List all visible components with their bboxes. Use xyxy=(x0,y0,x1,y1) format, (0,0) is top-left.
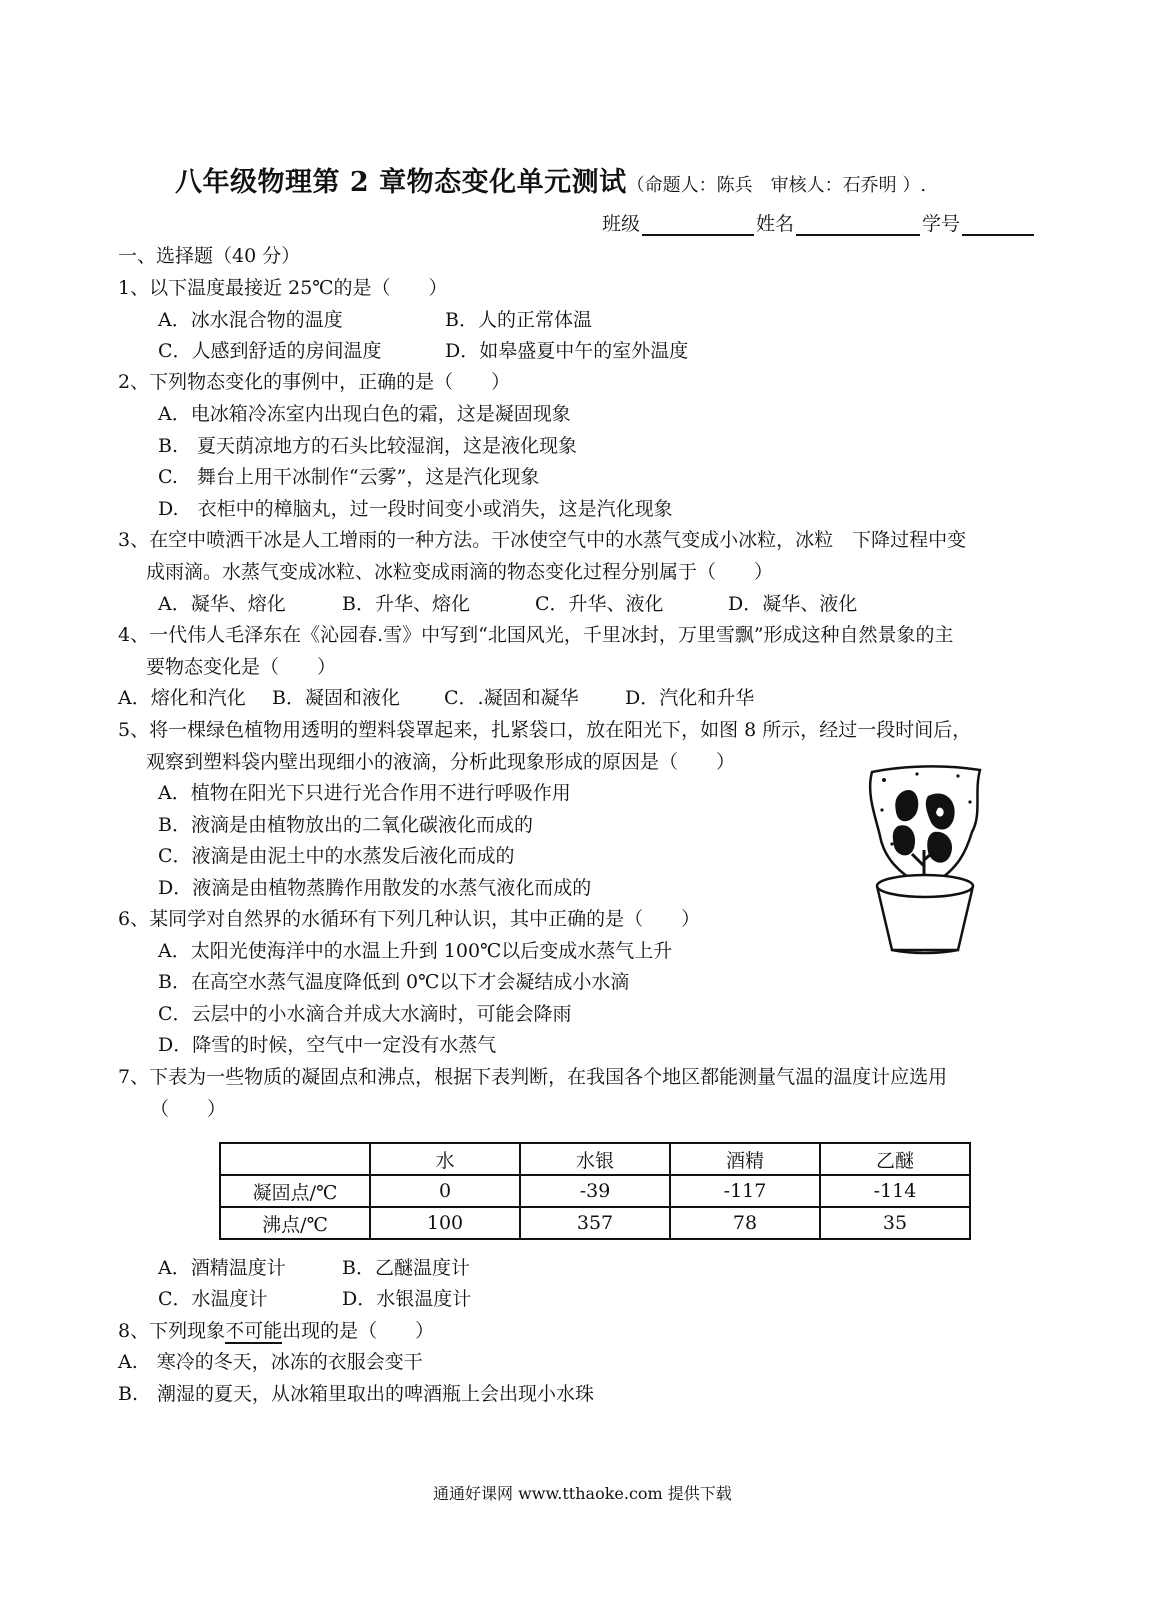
page-footer: 通通好课网 www.tthaoke.com 提供下载 xyxy=(433,1484,732,1503)
q7-option-b: B．乙醚温度计 xyxy=(342,1257,470,1279)
q6-option-b: B．在高空水蒸气温度降低到 0℃以下才会凝结成小水滴 xyxy=(158,971,630,993)
q5-option-c: C．液滴是由泥土中的水蒸发后液化而成的 xyxy=(158,845,515,867)
q5-option-a: A．植物在阳光下只进行光合作用不进行呼吸作用 xyxy=(158,782,571,804)
q5-stem-line1: 5、将一棵绿色植物用透明的塑料袋罩起来，扎紧袋口，放在阳光下，如图 8 所示，经过一段时间后， xyxy=(118,719,972,741)
table-cell: 357 xyxy=(520,1207,670,1239)
table-cell: 100 xyxy=(370,1207,520,1239)
q7-stem-line2: （ ） xyxy=(150,1098,227,1120)
q3-stem-line1: 3、在空中喷洒干冰是人工增雨的一种方法。干冰使空气中的水蒸气变成小冰粒，冰粒 下降过程中变 xyxy=(118,529,967,551)
q2-option-d: D. 衣柜中的樟脑丸，过一段时间变小或消失，这是汽化现象 xyxy=(158,498,673,520)
q8-stem xyxy=(118,1319,434,1343)
table-row xyxy=(220,1207,970,1239)
class-blank[interactable] xyxy=(642,216,754,236)
table-header-cell: 水 xyxy=(370,1143,520,1175)
table-cell: 78 xyxy=(670,1207,820,1239)
q5-stem-line2: 观察到塑料袋内壁出现细小的液滴，分析此现象形成的原因是（ ） xyxy=(146,751,736,773)
title-text: 八年级物理第 2 章物态变化单元测试 xyxy=(175,167,627,198)
q2-option-b: B. 夏天荫凉地方的石头比较湿润，这是液化现象 xyxy=(158,435,578,457)
q3-option-c: C．升华、液化 xyxy=(535,593,664,615)
q8-option-a: A. 寒冷的冬天，冰冻的衣服会变干 xyxy=(118,1351,423,1373)
table-cell: -39 xyxy=(520,1175,670,1207)
q7-stem-line1: 7、下表为一些物质的凝固点和沸点，根据下表判断，在我国各个地区都能测量气温的温度计应选用 xyxy=(118,1066,948,1088)
id-label: 学号 xyxy=(922,213,961,235)
q6-option-a: A．太阳光使海洋中的水温上升到 100℃以后变成水蒸气上升 xyxy=(158,940,673,962)
plant-in-bag-figure xyxy=(862,762,988,958)
q3-option-d: D．凝华、液化 xyxy=(728,593,858,615)
q6-option-c: C．云层中的小水滴合并成大水滴时，可能会降雨 xyxy=(158,1003,572,1025)
q2-option-c: C. 舞台上用干冰制作“云雾”，这是汽化现象 xyxy=(158,466,540,488)
q8-stem-pre: 8、下列现象 xyxy=(118,1320,226,1342)
q4-stem-line2: 要物态变化是（ ） xyxy=(146,656,337,678)
table-header-cell: 水银 xyxy=(520,1143,670,1175)
q2-option-a: A．电冰箱冷冻室内出现白色的霜，这是凝固现象 xyxy=(158,403,571,425)
student-info-line xyxy=(602,212,1036,236)
q7-option-d: D．水银温度计 xyxy=(342,1288,472,1310)
q4-stem-line1: 4、一代伟人毛泽东在《沁园春.雪》中写到“北国风光，千里冰封，万里雪飘”形成这种自然景象的主 xyxy=(118,624,954,646)
q4-option-d: D．汽化和升华 xyxy=(625,687,755,709)
q8-stem-emphasis: 不可能 xyxy=(225,1320,283,1342)
q3-stem-line2: 成雨滴。水蒸气变成冰粒、冰粒变成雨滴的物态变化过程分别属于（ ） xyxy=(146,561,774,583)
table-cell: 35 xyxy=(820,1207,970,1239)
q2-stem: 2、下列物态变化的事例中，正确的是（ ） xyxy=(118,371,511,393)
table-cell: -114 xyxy=(820,1175,970,1207)
q7-option-c: C．水温度计 xyxy=(158,1288,268,1310)
table-row xyxy=(220,1175,970,1207)
table-header-row xyxy=(220,1143,970,1175)
q5-option-d: D．液滴是由植物蒸腾作用散发的水蒸气液化而成的 xyxy=(158,877,592,899)
section-heading: 一、选择题（40 分） xyxy=(118,245,301,267)
table-cell: 凝固点/℃ xyxy=(220,1175,370,1207)
id-blank[interactable] xyxy=(962,216,1034,236)
q7-option-a: A．酒精温度计 xyxy=(158,1257,286,1279)
name-label: 姓名 xyxy=(756,213,795,235)
q8-option-b: B. 潮湿的夏天，从冰箱里取出的啤酒瓶上会出现小水珠 xyxy=(118,1383,595,1405)
q6-stem: 6、某同学对自然界的水循环有下列几种认识，其中正确的是（ ） xyxy=(118,908,701,930)
page-title xyxy=(175,160,926,199)
q8-stem-post: 出现的是（ ） xyxy=(282,1320,435,1342)
q1-stem: 1、以下温度最接近 25℃的是（ ） xyxy=(118,277,448,299)
table-cell: 沸点/℃ xyxy=(220,1207,370,1239)
q5-option-b: B．液滴是由植物放出的二氧化碳液化而成的 xyxy=(158,814,533,836)
q3-option-a: A．凝华、熔化 xyxy=(158,593,286,615)
q1-option-d: D．如皋盛夏中午的室外温度 xyxy=(445,340,689,362)
q1-option-a: A．冰水混合物的温度 xyxy=(158,309,343,331)
table-header-cell xyxy=(220,1143,370,1175)
q4-option-a: A．熔化和汽化 xyxy=(118,687,246,709)
q4-option-b: B．凝固和液化 xyxy=(272,687,400,709)
substance-table xyxy=(219,1142,971,1240)
class-label: 班级 xyxy=(602,213,641,235)
name-blank[interactable] xyxy=(796,216,920,236)
q3-option-b: B．升华、熔化 xyxy=(342,593,470,615)
title-note: （命题人：陈兵 审核人：石乔明 ）. xyxy=(626,175,927,196)
q1-option-c: C．人感到舒适的房间温度 xyxy=(158,340,382,362)
q1-option-b: B．人的正常体温 xyxy=(445,309,592,331)
table-header-cell: 酒精 xyxy=(670,1143,820,1175)
table-header-cell: 乙醚 xyxy=(820,1143,970,1175)
q4-option-c: C．.凝固和凝华 xyxy=(444,687,579,709)
table-cell: -117 xyxy=(670,1175,820,1207)
table-cell: 0 xyxy=(370,1175,520,1207)
q6-option-d: D．降雪的时候，空气中一定没有水蒸气 xyxy=(158,1034,497,1056)
